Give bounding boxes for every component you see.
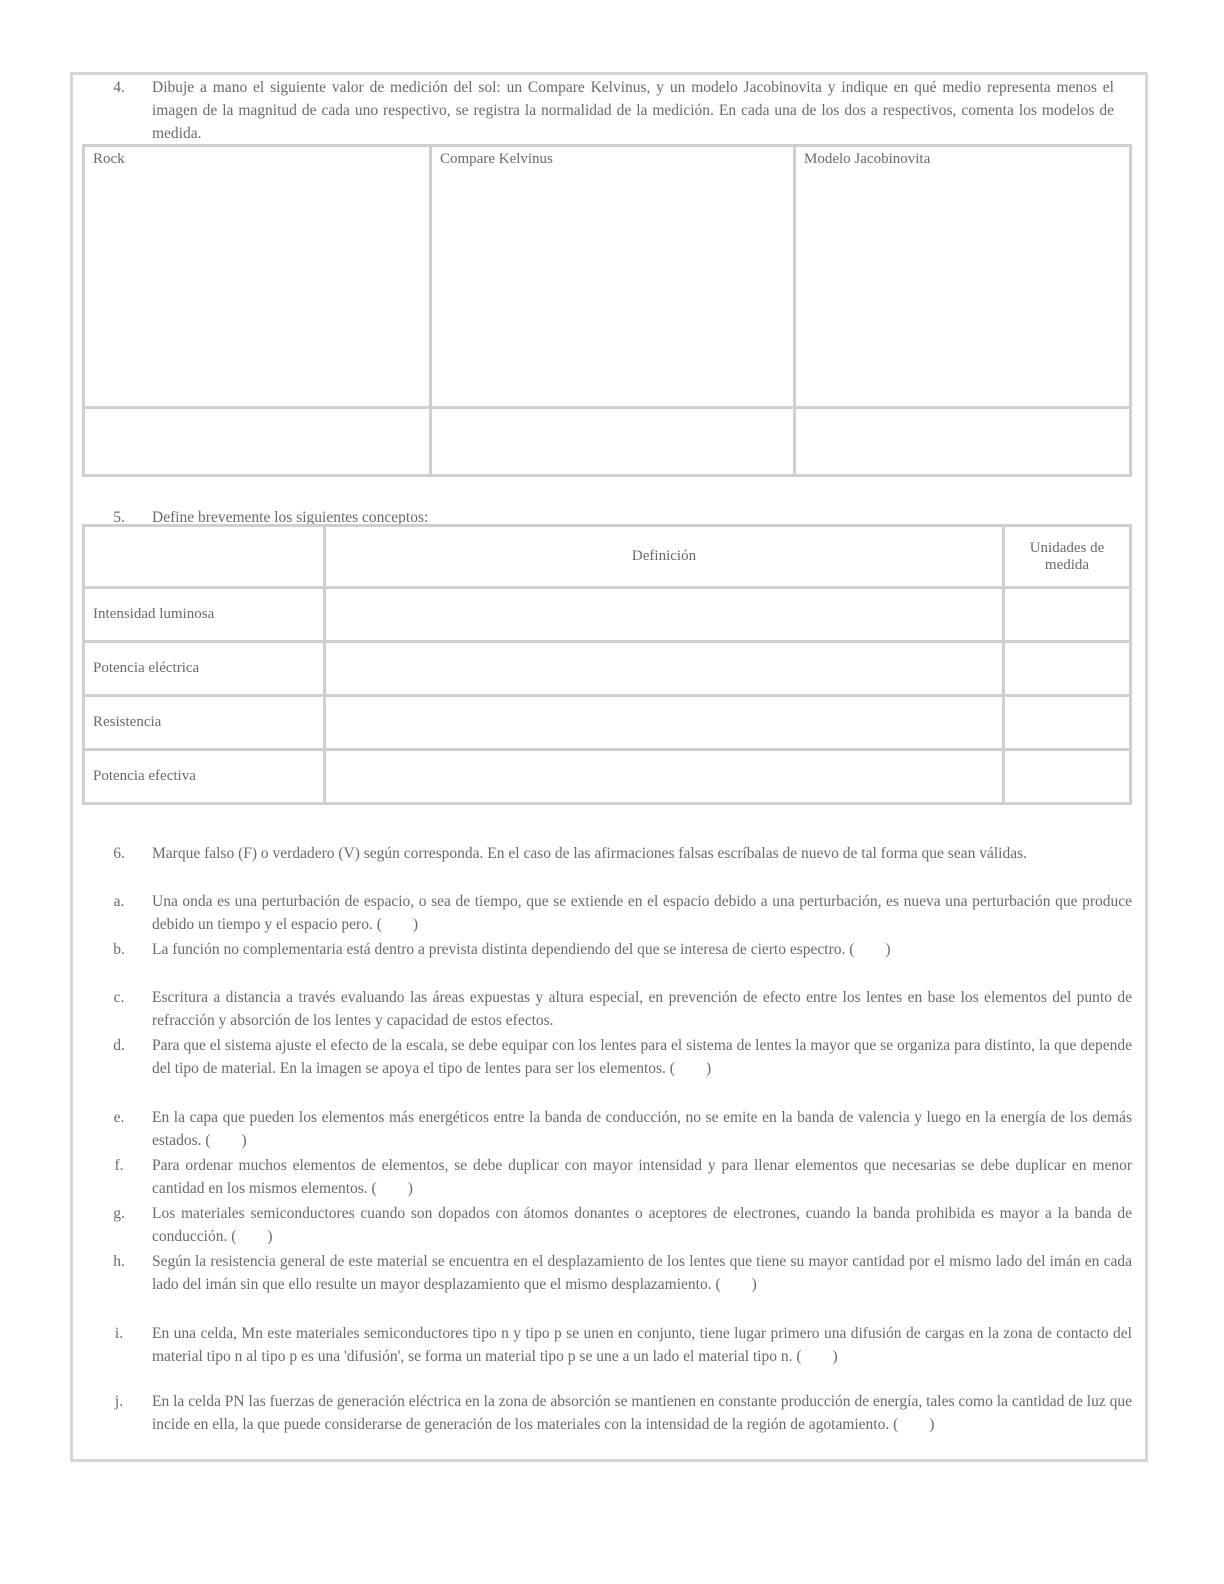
- statement-text: En una celda, Mn este materiales semiconductores tipo n y tipo p se unen en conjunto, tiene lugar primero una difusión de cargas en la zona de contacto del material tipo n al tipo p es una 'difusión', se forma un material tipo p se une a un lado el material tipo n.: [152, 1325, 1132, 1365]
- statement-g: [104, 1202, 1132, 1248]
- statement-letter: g.: [113, 1205, 125, 1222]
- definition-cell[interactable]: [325, 588, 1004, 642]
- statement-e: [104, 1106, 1132, 1152]
- statement-text: Para que el sistema ajuste el efecto de la escala, se debe equipar con los lentes para el sistema de lentes la mayor que se organiza para distinto, la que depende del tipo de material. En la imagen se apoya el tipo de lentes para ser los elementos.: [152, 1037, 1132, 1077]
- concept-label: Resistencia: [84, 696, 325, 750]
- statement-text: Según la resistencia general de este material se encuentra en el desplazamiento de los lentes que tiene su mayor cantidad por el mismo lado del imán en cada lado del imán sin que ello resulte un mayor desplazamiento que el mismo desplazamiento.: [152, 1253, 1132, 1293]
- column-header-rock: Rock: [84, 146, 431, 408]
- answer-bracket[interactable]: ( ): [715, 1276, 757, 1293]
- statement-text: Una onda es una perturbación de espacio, o sea de tiempo, que se extiende en el espacio debido a una perturbación, es nueva una perturbación que produce debido un tiempo y el espacio pero.: [152, 893, 1132, 933]
- header-units: Unidades de medida: [1004, 526, 1131, 588]
- answer-cell[interactable]: [431, 408, 795, 476]
- answer-bracket[interactable]: ( ): [376, 916, 419, 933]
- statement-d: [104, 1034, 1132, 1104]
- statement-letter: f.: [114, 1157, 124, 1174]
- question-number: 6.: [113, 845, 125, 862]
- statement-text: Los materiales semiconductores cuando son dopados con átomos donantes o aceptores de electrones, cuando la banda prohibida es mayor a la banda de conducción.: [152, 1205, 1132, 1245]
- answer-bracket[interactable]: ( ): [371, 1180, 413, 1197]
- column-header-jacobinovita: Modelo Jacobinovita: [795, 146, 1131, 408]
- question-4: [104, 76, 1114, 146]
- statement-j: [104, 1390, 1132, 1460]
- answer-bracket[interactable]: ( ): [205, 1132, 247, 1149]
- question-text: Marque falso (F) o verdadero (V) según corresponda. En el caso de las afirmaciones falsas escríbalas de nuevo de tal forma que sean válidas.: [152, 845, 1027, 862]
- answer-bracket[interactable]: ( ): [231, 1228, 273, 1245]
- answer-cell[interactable]: [84, 408, 431, 476]
- question-number: 5.: [113, 509, 125, 526]
- statement-text: Para ordenar muchos elementos de elementos, se debe duplicar con mayor intensidad y para llenar elementos que necesarias se debe duplicar en menor cantidad en los mismos elementos.: [152, 1157, 1132, 1197]
- definition-cell[interactable]: [325, 642, 1004, 696]
- statement-letter: d.: [113, 1037, 125, 1054]
- concept-label: Potencia efectiva: [84, 750, 325, 804]
- question-text: Dibuje a mano el siguiente valor de medición del sol: un Compare Kelvinus, y un modelo Jacobinovita y indique en qué medio representa menos el imagen de la magnitud de cada uno respectivo, se registra la normalidad de la medición. En cada una de los dos a respectivos, comenta los modelos de medida.: [152, 79, 1114, 142]
- definition-cell[interactable]: [325, 750, 1004, 804]
- concept-label: Intensidad luminosa: [84, 588, 325, 642]
- answer-bracket[interactable]: ( ): [669, 1060, 712, 1077]
- units-cell[interactable]: [1004, 696, 1131, 750]
- statement-letter: j.: [114, 1393, 124, 1410]
- question-6: [104, 842, 1132, 888]
- statement-text: Escritura a distancia a través evaluando las áreas expuestas y altura especial, en prevención de efecto entre los lentes en base los elementos del punto de refracción y absorción de los lentes y capacidad de estos efectos.: [152, 989, 1132, 1029]
- header-definition: Definición: [325, 526, 1004, 588]
- statement-letter: b.: [113, 941, 125, 958]
- definitions-table: [82, 524, 1132, 805]
- statement-b: [104, 938, 1132, 984]
- question-number: 4.: [113, 79, 125, 96]
- definition-cell[interactable]: [325, 696, 1004, 750]
- statement-h: [104, 1250, 1132, 1320]
- statement-letter: i.: [114, 1325, 124, 1342]
- statement-f: [104, 1154, 1132, 1200]
- answer-bracket[interactable]: ( ): [796, 1348, 838, 1365]
- statement-text: En la celda PN las fuerzas de generación eléctrica en la zona de absorción se mantienen en constante producción de energía, tales como la cantidad de luz que incide en ella, la que puede considerarse de generación de los materiales con la intensidad de la región de agotamiento.: [152, 1393, 1132, 1433]
- statement-c: [104, 986, 1132, 1032]
- units-cell[interactable]: [1004, 642, 1131, 696]
- statement-text: La función no complementaria está dentro a prevista distinta dependiendo del que se interesa de cierto espectro.: [152, 941, 846, 958]
- statement-letter: e.: [113, 1109, 125, 1126]
- question-text: Define brevemente los siguientes conceptos:: [152, 509, 429, 526]
- header-blank: [84, 526, 325, 588]
- answer-bracket[interactable]: ( ): [849, 941, 891, 958]
- concept-label: Potencia eléctrica: [84, 642, 325, 696]
- units-cell[interactable]: [1004, 750, 1131, 804]
- column-header-kelvinus: Compare Kelvinus: [431, 146, 795, 408]
- model-comparison-table: [82, 144, 1132, 477]
- statement-text: En la capa que pueden los elementos más energéticos entre la banda de conducción, no se emite en la banda de valencia y luego en la energía de los demás estados.: [152, 1109, 1132, 1149]
- answer-bracket[interactable]: ( ): [893, 1416, 935, 1433]
- units-cell[interactable]: [1004, 588, 1131, 642]
- statement-i: [104, 1322, 1132, 1392]
- statement-letter: h.: [113, 1253, 125, 1270]
- answer-cell[interactable]: [795, 408, 1131, 476]
- statement-letter: c.: [113, 989, 125, 1006]
- statement-letter: a.: [113, 893, 125, 910]
- statement-a: [104, 890, 1132, 936]
